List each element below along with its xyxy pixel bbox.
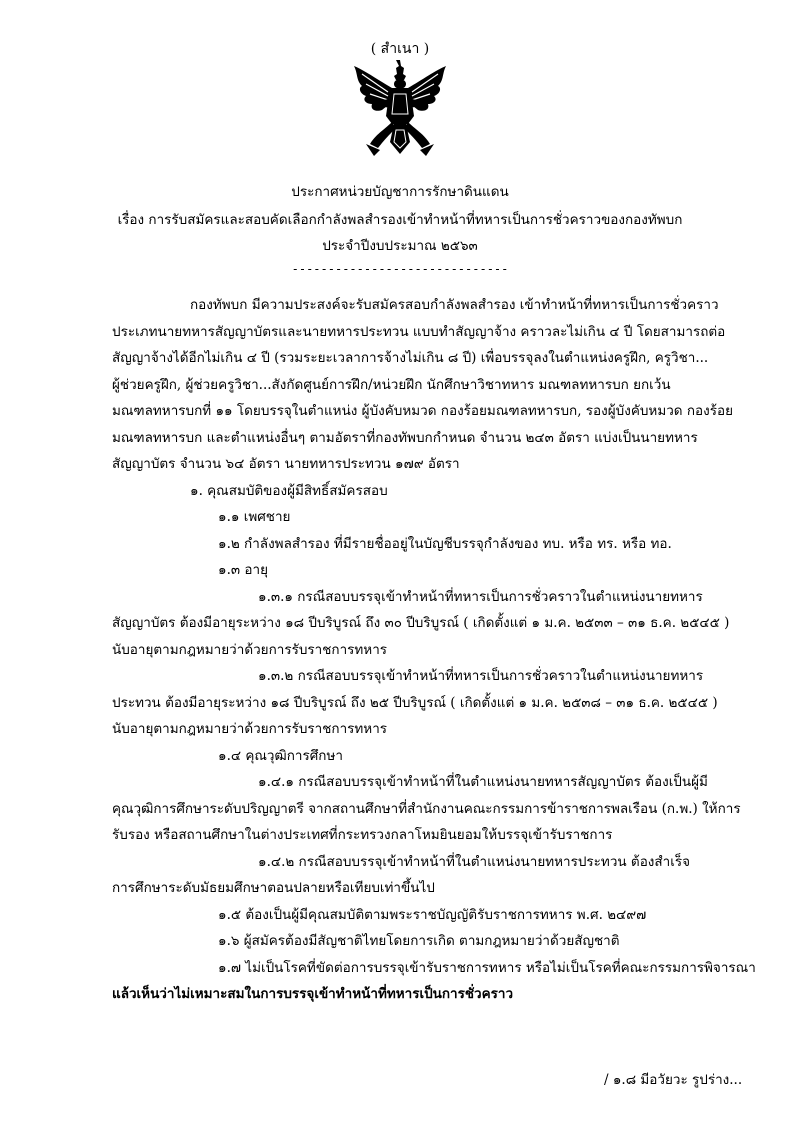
item-1-2: ๑.๒ กำลังพลสำรอง ที่มีรายชื่ออยู่ในบัญชีบรรจุกำลังของ ทบ. หรือ ทร. หรือ ทอ. bbox=[218, 536, 672, 552]
intro-line: ผู้ช่วยครูฝึก, ผู้ช่วยครูวิชา...สังกัดศูนย์การฝึก/หน่วยฝึก นักศึกษาวิชาทหาร มณฑลทหารบก ยกเว้น bbox=[112, 377, 671, 393]
section-heading: ๑. คุณสมบัติของผู้มีสิทธิ์สมัครสอบ bbox=[190, 483, 388, 499]
item-1-4-1: ๑.๔.๑ กรณีสอบบรรจุเข้าทำหน้าที่ในตำแหน่งนายทหารสัญญาบัตร ต้องเป็นผู้มี bbox=[258, 774, 708, 790]
item-1-6: ๑.๖ ผู้สมัครต้องมีสัญชาติไทยโดยการเกิด ตามกฎหมายว่าด้วยสัญชาติ bbox=[218, 933, 620, 949]
item-1-3-1-cont: สัญญาบัตร ต้องมีอายุระหว่าง ๑๘ ปีบริบูรณ์ ถึง ๓๐ ปีบริบูรณ์ ( เกิดตั้งแต่ ๑ ม.ค. ๒๕๓๓ – ๓๑ ธ.ค. ๒๕๔๕ ) bbox=[112, 615, 730, 631]
item-1-3-2: ๑.๓.๒ กรณีสอบบรรจุเข้าทำหน้าที่ทหารเป็นการชั่วคราวในตำแหน่งนายทหาร bbox=[258, 668, 704, 684]
intro-line: กองทัพบก มีความประสงค์จะรับสมัครสอบกำลังพลสำรอง เข้าทำหน้าที่ทหารเป็นการชั่วคราว bbox=[190, 297, 719, 313]
item-1-3-2-cont: นับอายุตามกฎหมายว่าด้วยการรับราชการทหาร bbox=[112, 721, 388, 737]
announcement-subject: เรื่อง การรับสมัครและสอบคัดเลือกกำลังพลสำรองเข้าทำหน้าที่ทหารเป็นการชั่วคราวของกองทัพบก bbox=[117, 212, 683, 228]
item-1-4-1-cont: คุณวุฒิการศึกษาระดับปริญญาตรี จากสถานศึกษาที่สำนักงานคณะกรรมการข้าราชการพลเรือน (ก.พ.) ให้การ bbox=[112, 801, 741, 817]
item-1-7: ๑.๗ ไม่เป็นโรคที่ขัดต่อการบรรจุเข้ารับราชการทหาร หรือไม่เป็นโรคที่คณะกรรมการพิจารณา bbox=[218, 960, 756, 976]
item-1-4-2: ๑.๔.๒ กรณีสอบบรรจุเข้าทำหน้าที่ในตำแหน่งนายทหารประทวน ต้องสำเร็จ bbox=[258, 854, 690, 870]
item-1-3-1-cont: นับอายุตามกฎหมายว่าด้วยการรับราชการทหาร bbox=[112, 642, 388, 658]
intro-line: ประเภทนายทหารสัญญาบัตรและนายทหารประทวน แบบทำสัญญาจ้าง คราวละไม่เกิน ๔ ปี โดยสามารถต่อ bbox=[112, 324, 726, 340]
garuda-emblem-icon bbox=[348, 58, 452, 158]
intro-line: สัญญาบัตร จำนวน ๖๔ อัตรา นายทหารประทวน ๑๗๙ อัตรา bbox=[112, 456, 460, 472]
divider: ------------------------------ bbox=[291, 262, 509, 276]
item-1-3-1: ๑.๓.๑ กรณีสอบบรรจุเข้าทำหน้าที่ทหารเป็นการชั่วคราวในตำแหน่งนายทหาร bbox=[258, 589, 703, 605]
item-1-3-2-cont: ประทวน ต้องมีอายุระหว่าง ๑๘ ปีบริบูรณ์ ถึง ๒๕ ปีบริบูรณ์ ( เกิดตั้งแต่ ๑ ม.ค. ๒๕๓๘ – ๓๑ ธ.ค. ๒๕๔๕ ) bbox=[112, 695, 718, 711]
intro-line: มณฑลทหารบก และตำแหน่งอื่นๆ ตามอัตราที่กองทัพบกกำหนด จำนวน ๒๔๓ อัตรา แบ่งเป็นนายทหาร bbox=[112, 430, 698, 446]
continuation-note: / ๑.๘ มีอวัยวะ รูปร่าง... bbox=[604, 1072, 743, 1088]
fiscal-year: ประจำปีงบประมาณ ๒๕๖๓ bbox=[322, 238, 478, 254]
item-1-4: ๑.๔ คุณวุฒิการศึกษา bbox=[218, 748, 343, 764]
item-1-7-cont: แล้วเห็นว่าไม่เหมาะสมในการบรรจุเข้าทำหน้าที่ทหารเป็นการชั่วคราว bbox=[112, 986, 514, 1002]
item-1-4-2-cont: การศึกษาระดับมัธยมศึกษาตอนปลายหรือเทียบเท่าขึ้นไป bbox=[112, 880, 435, 896]
copy-label: ( สำเนา ) bbox=[370, 41, 430, 57]
item-1-1: ๑.๑ เพศชาย bbox=[218, 509, 291, 525]
intro-line: สัญญาจ้างได้อีกไม่เกิน ๔ ปี (รวมระยะเวลาการจ้างไม่เกิน ๘ ปี) เพื่อบรรจุลงในตำแหน่งครูฝึก, ครูวิชา... bbox=[112, 350, 709, 366]
item-1-4-1-cont: รับรอง หรือสถานศึกษาในต่างประเทศที่กระทรวงกลาโหมยินยอมให้บรรจุเข้ารับราชการ bbox=[112, 827, 613, 843]
item-1-5: ๑.๕ ต้องเป็นผู้มีคุณสมบัติตามพระราชบัญญัติรับราชการทหาร พ.ศ. ๒๔๙๗ bbox=[218, 907, 647, 923]
org-title: ประกาศหน่วยบัญชาการรักษาดินแดน bbox=[291, 184, 509, 200]
intro-line: มณฑลทหารบกที่ ๑๑ โดยบรรจุในตำแหน่ง ผู้บังคับหมวด กองร้อยมณฑลทหารบก, รองผู้บังคับหมวด กองร้อย bbox=[112, 403, 733, 419]
item-1-3: ๑.๓ อายุ bbox=[218, 562, 268, 578]
